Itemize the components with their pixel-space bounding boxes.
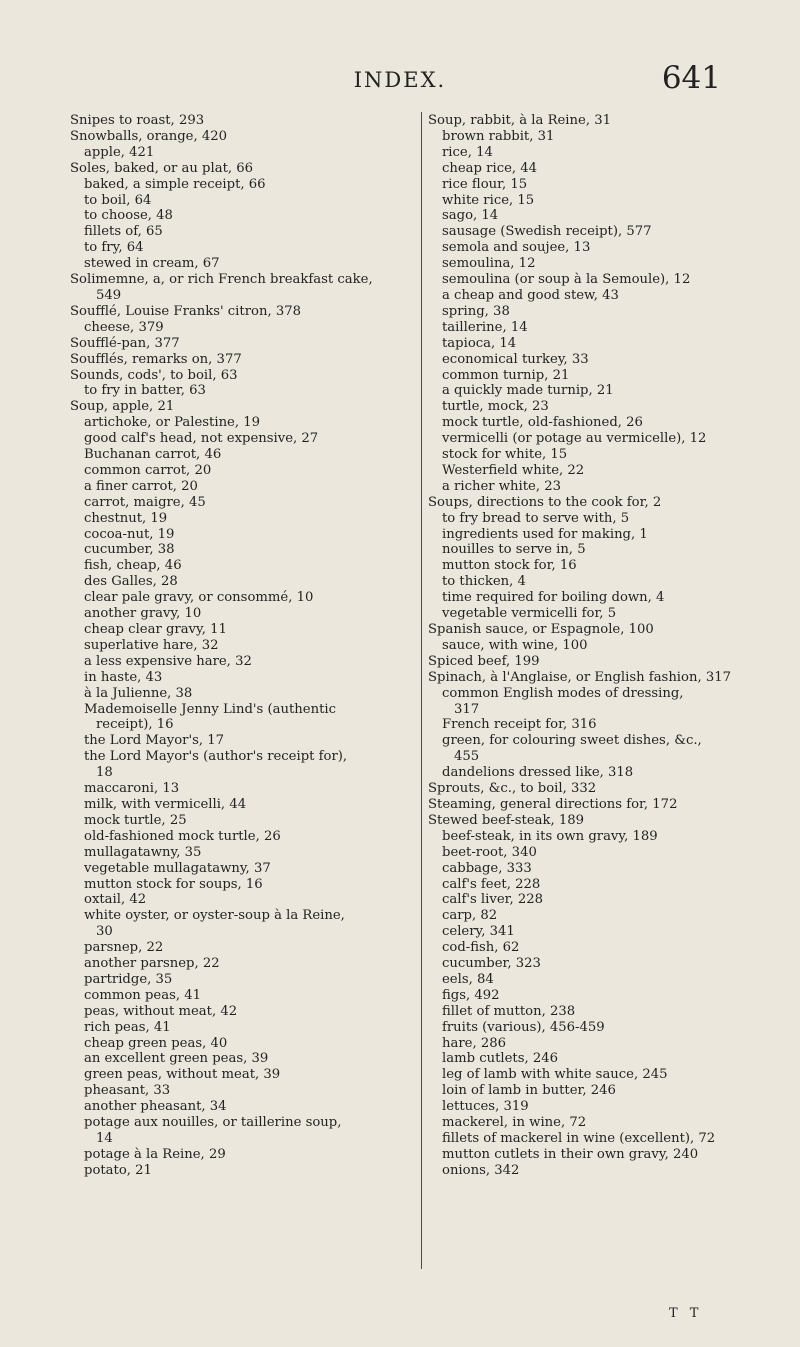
index-subentry: maccaroni, 13 — [84, 781, 180, 797]
index-subentry: stewed in cream, 67 — [84, 256, 220, 272]
index-subentry: mackerel, in wine, 72 — [442, 1115, 587, 1131]
index-subentry: semoulina (or soup à la Semoule), 12 — [442, 272, 691, 288]
index-subentry: parsnep, 22 — [84, 940, 164, 956]
index-subentry: eels, 84 — [442, 971, 494, 987]
index-subentry: another pheasant, 34 — [84, 1099, 227, 1115]
index-subentry: beet-root, 340 — [442, 844, 537, 860]
index-subentry: vegetable mullagatawny, 37 — [84, 860, 271, 876]
index-subentry: cucumber, 323 — [442, 956, 541, 972]
index-subentry: peas, without meat, 42 — [84, 1003, 238, 1019]
index-entry: Solimemne, a, or rich French breakfast cake, — [70, 272, 373, 288]
index-subentry: cucumber, 38 — [84, 542, 175, 558]
index-subentry: dandelions dressed like, 318 — [442, 765, 634, 781]
index-subentry: fillets of mackerel in wine (excellent), 72 — [442, 1131, 716, 1146]
index-subentry: hare, 286 — [442, 1035, 507, 1051]
index-subentry: mutton stock for, 16 — [442, 558, 577, 574]
index-subentry: leg of lamb with white sauce, 245 — [442, 1067, 668, 1083]
signature-mark: T T — [669, 1306, 703, 1321]
index-subentry: potage à la Reine, 29 — [84, 1146, 226, 1162]
index-column-left — [70, 113, 420, 1179]
index-column-right — [428, 113, 773, 1179]
index-subentry: a cheap and good stew, 43 — [442, 287, 619, 303]
index-subentry: calf's feet, 228 — [442, 876, 541, 892]
index-subentry: the Lord Mayor's (author's receipt for), — [84, 749, 348, 765]
index-subentry: cheap clear gravy, 11 — [84, 622, 227, 637]
index-entry: Soufflé, Louise Franks' citron, 378 — [70, 303, 301, 319]
index-subentry: carrot, maigre, 45 — [84, 494, 206, 510]
index-subentry: onions, 342 — [442, 1162, 520, 1178]
running-head: INDEX. — [353, 68, 447, 92]
index-subentry: another gravy, 10 — [84, 606, 202, 622]
index-subentry: partridge, 35 — [84, 971, 173, 987]
index-subentry: rice, 14 — [442, 144, 493, 160]
index-subentry: white oyster, or oyster-soup à la Reine, — [84, 908, 345, 924]
index-entry: Sprouts, &c., to boil, 332 — [428, 781, 597, 797]
index-subentry: mutton stock for soups, 16 — [84, 876, 263, 892]
index-subentry: beef-steak, in its own gravy, 189 — [442, 828, 658, 844]
index-subentry: an excellent green peas, 39 — [84, 1051, 269, 1067]
index-subentry: taillerine, 14 — [442, 319, 528, 335]
index-continuation: 455 — [454, 749, 480, 765]
index-subentry: cod-fish, 62 — [442, 940, 520, 956]
index-entry: Spinach, à l'Anglaise, or English fashion, 317 — [428, 669, 732, 685]
index-entry: Snipes to roast, 293 — [70, 113, 205, 128]
index-subentry: a less expensive hare, 32 — [84, 653, 252, 669]
index-subentry: carp, 82 — [442, 908, 498, 924]
index-subentry: a quickly made turnip, 21 — [442, 383, 614, 399]
index-subentry: fruits (various), 456-459 — [442, 1019, 605, 1035]
index-subentry: old-fashioned mock turtle, 26 — [84, 828, 281, 844]
index-subentry: economical turkey, 33 — [442, 351, 589, 367]
index-subentry: sausage (Swedish receipt), 577 — [442, 224, 652, 240]
index-subentry: turtle, mock, 23 — [442, 399, 549, 415]
index-continuation: 549 — [96, 287, 122, 303]
index-subentry: common carrot, 20 — [84, 462, 212, 478]
index-subentry: to fry, 64 — [84, 240, 144, 256]
index-entry: Spanish sauce, or Espagnole, 100 — [428, 622, 654, 637]
index-subentry: mock turtle, old-fashioned, 26 — [442, 415, 643, 431]
index-subentry: pheasant, 33 — [84, 1083, 171, 1099]
index-entry: Soufflé-pan, 377 — [70, 335, 180, 351]
index-subentry: to choose, 48 — [84, 208, 173, 224]
index-subentry: baked, a simple receipt, 66 — [84, 176, 266, 192]
index-subentry: vegetable vermicelli for, 5 — [442, 606, 617, 622]
index-subentry: white rice, 15 — [442, 192, 535, 208]
index-subentry: stock for white, 15 — [442, 447, 568, 463]
index-subentry: spring, 38 — [442, 303, 510, 319]
index-subentry: to thicken, 4 — [442, 574, 526, 590]
index-subentry: mullagatawny, 35 — [84, 844, 202, 860]
index-subentry: cheap green peas, 40 — [84, 1035, 228, 1051]
index-subentry: clear pale gravy, or consommé, 10 — [84, 590, 314, 606]
index-entry: Sounds, cods', to boil, 63 — [70, 367, 238, 383]
index-subentry: potato, 21 — [84, 1162, 152, 1178]
index-subentry: à la Julienne, 38 — [84, 685, 193, 701]
index-entry: Steaming, general directions for, 172 — [428, 796, 678, 812]
index-subentry: cabbage, 333 — [442, 860, 532, 876]
index-subentry: des Galles, 28 — [84, 574, 178, 590]
index-subentry: rich peas, 41 — [84, 1019, 171, 1035]
index-subentry: cocoa-nut, 19 — [84, 526, 175, 542]
index-subentry: a richer white, 23 — [442, 478, 562, 494]
index-continuation: 30 — [96, 924, 113, 940]
index-entry: Soup, apple, 21 — [70, 399, 175, 415]
index-continuation: 317 — [454, 701, 480, 717]
index-subentry: fillets of, 65 — [84, 224, 163, 240]
index-subentry: French receipt for, 316 — [442, 717, 597, 733]
index-subentry: rice flour, 15 — [442, 176, 528, 192]
index-subentry: sago, 14 — [442, 208, 499, 224]
index-subentry: nouilles to serve in, 5 — [442, 542, 586, 558]
index-subentry: sauce, with wine, 100 — [442, 637, 588, 653]
index-subentry: to fry in batter, 63 — [84, 383, 206, 399]
index-subentry: in haste, 43 — [84, 669, 163, 685]
index-subentry: loin of lamb in butter, 246 — [442, 1083, 616, 1099]
index-continuation: receipt), 16 — [96, 717, 174, 733]
index-subentry: oxtail, 42 — [84, 892, 147, 908]
index-subentry: another parsnep, 22 — [84, 956, 220, 972]
page-header — [0, 60, 800, 104]
index-subentry: cheap rice, 44 — [442, 160, 538, 176]
index-subentry: cheese, 379 — [84, 319, 164, 335]
index-subentry: common peas, 41 — [84, 987, 202, 1003]
index-subentry: brown rabbit, 31 — [442, 128, 555, 144]
index-entry: Soups, directions to the cook for, 2 — [428, 494, 662, 510]
index-entry: Soup, rabbit, à la Reine, 31 — [428, 113, 611, 128]
index-subentry: time required for boiling down, 4 — [442, 590, 665, 606]
index-subentry: mock turtle, 25 — [84, 812, 187, 828]
index-subentry: tapioca, 14 — [442, 335, 517, 351]
index-subentry: figs, 492 — [442, 987, 500, 1003]
index-subentry: the Lord Mayor's, 17 — [84, 733, 225, 749]
index-continuation: 18 — [96, 765, 113, 781]
index-subentry: potage aux nouilles, or taillerine soup, — [84, 1115, 342, 1131]
index-entry: Stewed beef-steak, 189 — [428, 812, 585, 828]
index-subentry: vermicelli (or potage au vermicelle), 12 — [442, 431, 707, 447]
index-subentry: Mademoiselle Jenny Lind's (authentic — [84, 701, 336, 717]
index-subentry: common turnip, 21 — [442, 367, 570, 383]
index-subentry: good calf's head, not expensive, 27 — [84, 431, 319, 447]
page-number: 641 — [661, 60, 721, 96]
column-divider — [421, 112, 422, 1269]
index-subentry: a finer carrot, 20 — [84, 478, 198, 494]
index-subentry: to fry bread to serve with, 5 — [442, 510, 630, 526]
index-subentry: common English modes of dressing, — [442, 685, 684, 701]
index-subentry: artichoke, or Palestine, 19 — [84, 415, 261, 431]
index-subentry: Westerfield white, 22 — [442, 462, 585, 478]
index-subentry: semoulina, 12 — [442, 256, 536, 272]
index-subentry: green peas, without meat, 39 — [84, 1067, 281, 1083]
index-subentry: green, for colouring sweet dishes, &c., — [442, 733, 702, 749]
index-entry: Soufflés, remarks on, 377 — [70, 351, 242, 367]
index-subentry: mutton cutlets in their own gravy, 240 — [442, 1146, 699, 1162]
index-subentry: celery, 341 — [442, 924, 515, 940]
index-subentry: semola and soujee, 13 — [442, 240, 591, 256]
index-subentry: fish, cheap, 46 — [84, 558, 182, 574]
index-subentry: apple, 421 — [84, 144, 155, 160]
index-subentry: lettuces, 319 — [442, 1099, 529, 1115]
index-subentry: Buchanan carrot, 46 — [84, 447, 222, 463]
index-entry: Snowballs, orange, 420 — [70, 128, 228, 144]
index-subentry: lamb cutlets, 246 — [442, 1051, 559, 1067]
index-subentry: ingredients used for making, 1 — [442, 526, 648, 542]
index-subentry: fillet of mutton, 238 — [442, 1003, 576, 1019]
index-continuation: 14 — [96, 1131, 113, 1146]
index-subentry: calf's liver, 228 — [442, 892, 544, 908]
index-subentry: chestnut, 19 — [84, 510, 168, 526]
index-entry: Soles, baked, or au plat, 66 — [70, 160, 254, 176]
index-subentry: milk, with vermicelli, 44 — [84, 796, 247, 812]
index-entry: Spiced beef, 199 — [428, 653, 540, 669]
index-subentry: to boil, 64 — [84, 192, 152, 208]
index-subentry: superlative hare, 32 — [84, 637, 219, 653]
